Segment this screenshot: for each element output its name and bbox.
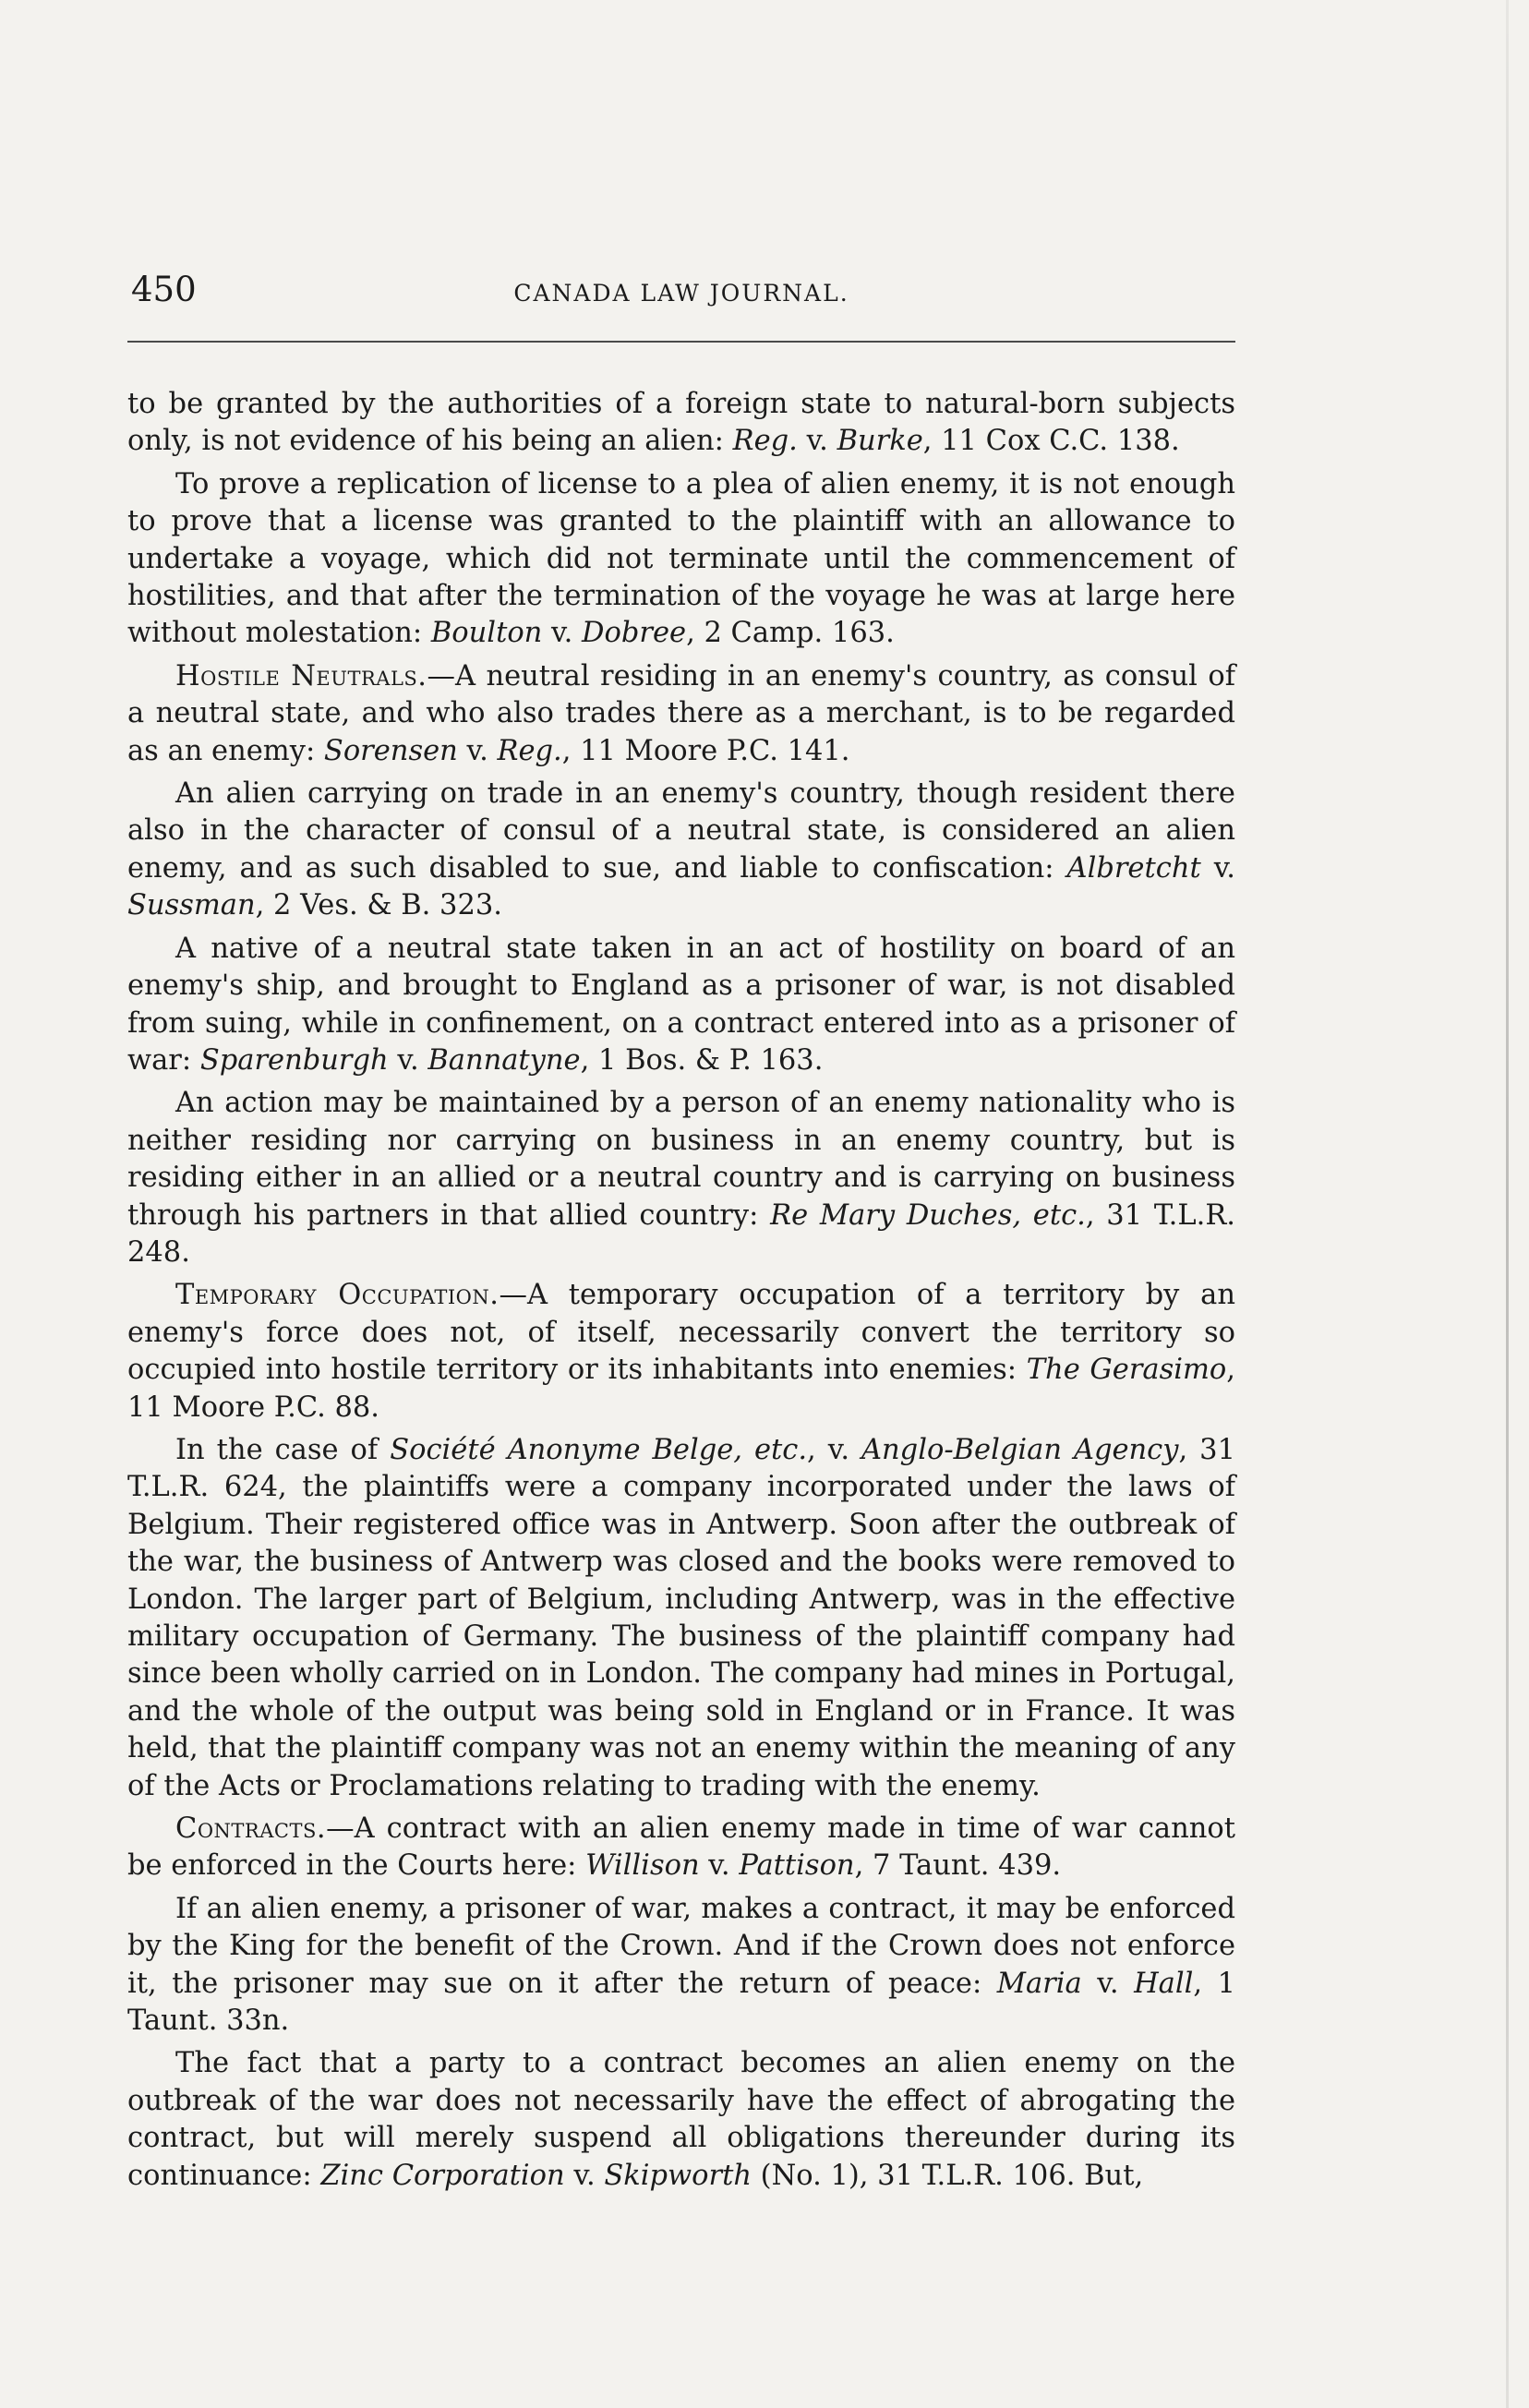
- section-heading: Temporary Occupation.: [175, 1279, 500, 1312]
- paragraph: [127, 1432, 1235, 1805]
- paragraph: [127, 466, 1235, 653]
- paragraph-text: A native of a neutral state taken in an act of hostility on board of an enemy's ship, and brought to England as a prisoner of war, is not disabled from suing, while in confinement, on a contract entered into as a prisoner of war:: [127, 932, 1235, 1077]
- case-name: Albretcht: [1066, 851, 1201, 885]
- paragraph-text: , 1 Taunt. 33n.: [127, 1967, 1236, 2038]
- paragraph-text: , 2 Ves. & B. 323.: [255, 889, 502, 922]
- paragraph-text: v.: [457, 734, 498, 767]
- case-name: Bannatyne: [427, 1043, 581, 1077]
- case-name: Sorensen: [323, 734, 458, 767]
- paragraph-text: —A contract with an alien enemy made in time of war cannot be enforced in the Courts here:: [127, 1812, 1235, 1883]
- case-name: Pattison: [739, 1849, 855, 1883]
- case-name: Dobree: [582, 617, 687, 650]
- paragraph-text: —A neutral residing in an enemy's country, as consul of a neutral state, and who also trades there as a merchant, is to be regarded as an enemy:: [127, 659, 1235, 767]
- paragraph-text: To prove a replication of license to a plea of alien enemy, it is not enough to prove that a license was granted to the plaintiff with an allowance to undertake a voyage, which did not terminate until the commencement of hostilities, and that after the termination of the voyage he was at large here without molestation:: [127, 467, 1235, 650]
- paragraph-text: , 2 Camp. 163.: [686, 617, 895, 650]
- case-name: Anglo-Belgian Agency: [861, 1433, 1179, 1466]
- paragraph-text: , 31 T.L.R. 624, the plaintiffs were a company incorporated under the laws of Belgium. Their registered office was in Antwerp. Soon after the outbreak of the war, the business of Antwerp was closed and the books were removed to London. The larger part of Belgium, including Antwerp, was in the effective military occupation of Germany. The business of the plaintiff company had since been wholly carried on in London. The company had mines in Portugal, and the whole of the output was being sold in England or in France. It was held, that the plaintiff company was not an enemy within the meaning of any of the Acts or Proclamations relating to trading with the enemy.: [127, 1433, 1235, 1802]
- paragraph-text: An alien carrying on trade in an enemy's country, though resident there also in the character of consul of a neutral state, is considered an alien enemy, and as such disabled to sue, and liable to confiscation:: [127, 777, 1235, 885]
- case-name: Société Anonyme Belge, etc.: [390, 1433, 808, 1466]
- paragraph-text: , 11 Cox C.C. 138.: [922, 425, 1180, 458]
- paragraph-text: An action may be maintained by a person of an enemy nationality who is neither residing nor carrying on business in an enemy country, but is residing either in an allied or a neutral country and is carrying on business through his partners in that allied country:: [127, 1087, 1235, 1232]
- paragraph: [127, 1891, 1235, 2041]
- header-rule: [127, 341, 1235, 343]
- paragraph: [127, 386, 1235, 461]
- case-name: Skipworth: [604, 2159, 752, 2192]
- case-name: Re Mary Duches, etc.: [770, 1198, 1086, 1232]
- section-heading: Contracts.: [175, 1812, 327, 1846]
- case-name: Sparenburgh: [199, 1043, 389, 1077]
- case-name: Maria: [996, 1967, 1082, 2000]
- paragraph-text: (No. 1), 31 T.L.R. 106. But,: [751, 2159, 1144, 2192]
- case-name: Sussman: [127, 889, 256, 922]
- paragraph-text: v.: [797, 425, 837, 458]
- paragraph-text: , 7 Taunt. 439.: [854, 1849, 1062, 1883]
- paragraph: [127, 2045, 1235, 2195]
- paragraph-text: v.: [699, 1849, 740, 1883]
- paragraph-text: v.: [542, 617, 583, 650]
- case-name: Burke: [837, 425, 923, 458]
- paragraph: [127, 776, 1235, 925]
- paragraph-text: If an alien enemy, a prisoner of war, makes a contract, it may be enforced by the King for the benefit of the Crown. And if the Crown does not enforce it, the prisoner may sue on it after the return of peace:: [127, 1892, 1235, 2000]
- paragraph-text: , 11 Moore P.C. 141.: [561, 734, 850, 767]
- paragraph-text: , 1 Bos. & P. 163.: [580, 1043, 824, 1077]
- paragraph-text: v.: [564, 2159, 605, 2192]
- paragraph-text: —A temporary occupation of a territory by an enemy's force does not, of itself, necessarily convert the territory so occupied into hostile territory or its inhabitants into enemies:: [127, 1279, 1236, 1387]
- paragraph-text: v.: [388, 1043, 428, 1077]
- paragraph-text: v.: [1081, 1967, 1135, 2000]
- page-header: [127, 268, 1235, 314]
- running-title: CANADA LAW JOURNAL.: [513, 280, 849, 307]
- paragraph: [127, 931, 1235, 1080]
- case-name: The Gerasimo: [1026, 1354, 1227, 1387]
- page-number: 450: [131, 270, 197, 309]
- paragraph: [127, 1811, 1235, 1885]
- case-name: Boulton: [430, 617, 543, 650]
- paragraph-text: , 11 Moore P.C. 88.: [127, 1354, 1235, 1424]
- body-text: [127, 386, 1235, 2200]
- paragraph-text: The fact that a party to a contract becomes an alien enemy on the outbreak of the war does not necessarily have the effect of abrogating the contract, but will merely suspend all obligations thereunder during its continuance:: [127, 2047, 1235, 2192]
- paragraph: [127, 1277, 1235, 1427]
- page-edge-shadow: [1506, 0, 1509, 2408]
- paragraph-text: In the case of: [175, 1433, 391, 1466]
- case-name: Hall: [1134, 1967, 1194, 2000]
- paragraph-text: , 31 T.L.R. 248.: [127, 1198, 1235, 1269]
- case-name: Zinc Corporation: [320, 2159, 565, 2192]
- paragraph-text: , v.: [807, 1433, 862, 1466]
- paragraph-text: v.: [1200, 851, 1235, 885]
- section-heading: Hostile Neutrals.: [175, 659, 427, 692]
- case-name: Reg.: [732, 425, 798, 458]
- paragraph-text: to be granted by the authorities of a foreign state to natural-born subjects only, is not evidence of his being an alien:: [127, 388, 1235, 458]
- case-name: Reg.: [497, 734, 562, 767]
- paragraph: [127, 658, 1235, 770]
- case-name: Willison: [585, 1849, 700, 1883]
- paragraph: [127, 1085, 1235, 1271]
